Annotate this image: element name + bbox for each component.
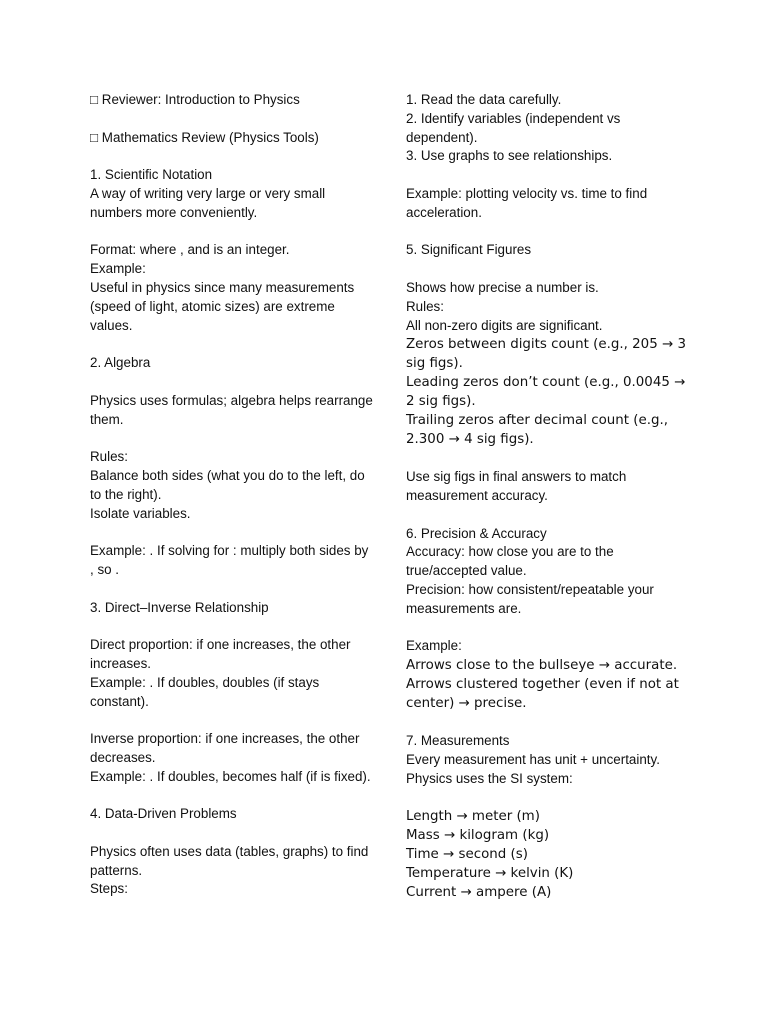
precision-definition: Precision: how consistent/repeatable your measurements are. [406,581,654,616]
sig-figs-usage: Use sig figs in final answers to match measurement accuracy. [406,469,627,503]
accuracy-definition: Accuracy: how close you are to the true/accepted value. [406,544,614,579]
step-item: 2. Identify variables (independent vs dependent). [406,110,621,145]
algebra-text: Physics uses formulas; algebra helps rearrange them. [90,392,373,427]
sig-figs-rule: Leading zeros don’t count (e.g., 0.0045 → 2 sig figs). [406,375,686,410]
precision-accuracy-heading: 6. Precision & Accuracy [406,525,547,541]
si-unit-item: Temperature → kelvin (K) [406,866,574,882]
data-driven-heading: 4. Data-Driven Problems [90,806,237,822]
direct-inverse-heading: 3. Direct–Inverse Relationship [90,599,269,615]
left-column [90,91,375,899]
si-unit-item: Time → second (s) [406,847,528,863]
document-title: □ Reviewer: Introduction to Physics [90,92,300,107]
section-title: □ Mathematics Review (Physics Tools) [90,129,319,145]
sig-figs-heading: 5. Significant Figures [406,242,532,258]
direct-proportion-example: Example: . If doubles, doubles (if stays constant). [90,674,320,709]
right-column [406,91,686,902]
sci-notation-format: Format: where , and is an integer. [90,242,290,258]
sci-notation-heading: 1. Scientific Notation [90,167,213,183]
measurements-heading: 7. Measurements [406,732,510,748]
si-unit-item: Length → meter (m) [406,809,540,825]
precision-accuracy-example-label: Example: [406,638,462,654]
direct-proportion-text: Direct proportion: if one increases, the other increases. [90,637,351,671]
step-item: 3. Use graphs to see relationships. [406,148,613,164]
sig-figs-rule: Trailing zeros after decimal count (e.g., 2.300 → 4 sig figs). [406,413,668,448]
precision-accuracy-example: Arrows clustered together (even if not at center) → precise. [406,677,679,712]
data-driven-text: Physics often uses data (tables, graphs) to find patterns. [90,843,369,878]
sig-figs-rule: Zeros between digits count (e.g., 205 → 3 sig figs). [406,337,686,372]
measurements-text: Every measurement has unit + uncertainty. [406,751,660,767]
data-driven-example: Example: plotting velocity vs. time to find acceleration. [406,185,648,220]
sig-figs-rules-label: Rules: [406,298,444,314]
inverse-proportion-example: Example: . If doubles, becomes half (if is fixed). [90,768,371,784]
algebra-rule: Balance both sides (what you do to the left, do to the right). [90,467,365,502]
algebra-rule: Isolate variables. [90,505,191,521]
sci-notation-definition: A way of writing very large or very small numbers more conveniently. [90,185,326,220]
data-driven-steps-label: Steps: [90,881,128,897]
sci-notation-example: Example: [90,261,146,277]
algebra-heading: 2. Algebra [90,355,151,371]
algebra-example: Example: . If solving for : multiply both sides by , so . [90,543,369,577]
si-unit-item: Current → ampere (A) [406,885,552,901]
algebra-rules-label: Rules: [90,449,128,465]
sig-figs-rule: All non-zero digits are significant. [406,317,603,333]
measurements-text: Physics uses the SI system: [406,770,573,786]
si-unit-item: Mass → kilogram (kg) [406,828,550,844]
si-units-list [406,807,686,902]
precision-accuracy-example: Arrows close to the bullseye → accurate. [406,658,678,674]
sig-figs-text: Shows how precise a number is. [406,279,599,295]
sci-notation-usefulness: Useful in physics since many measurements (speed of light, atomic sizes) are extreme values. [90,279,355,333]
inverse-proportion-text: Inverse proportion: if one increases, the other decreases. [90,731,360,765]
step-item: 1. Read the data carefully. [406,92,562,107]
